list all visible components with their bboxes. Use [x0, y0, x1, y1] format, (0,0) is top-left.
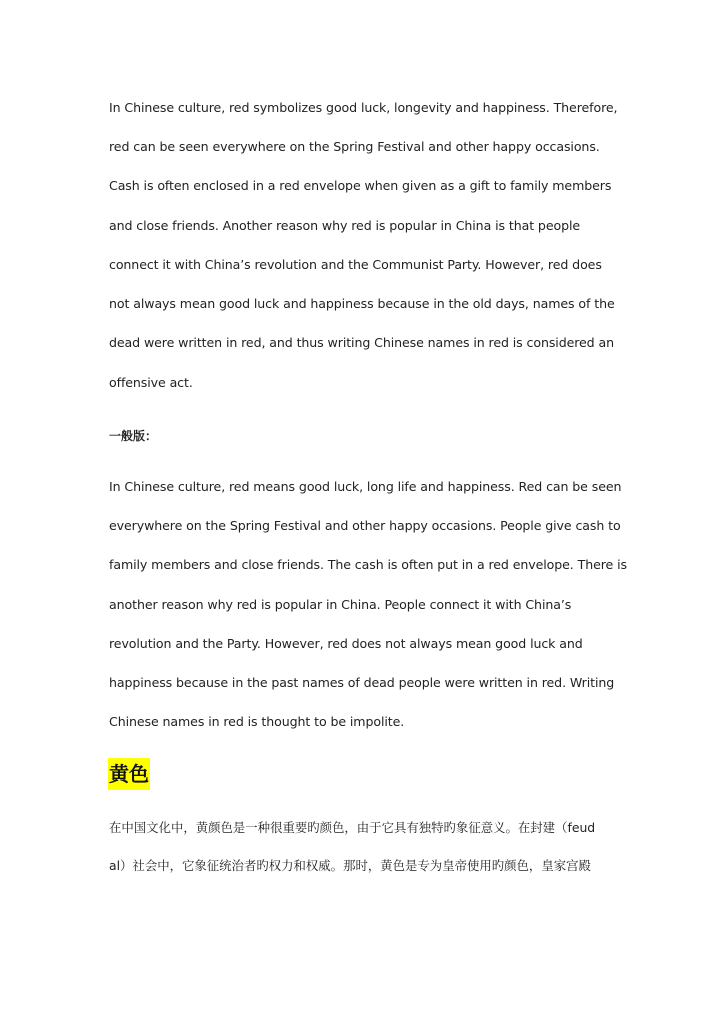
text-line: another reason why red is popular in China. People connect it with China’s	[109, 597, 572, 612]
text-line: not always mean good luck and happiness because in the old days, names of the	[109, 296, 615, 311]
text-line: Chinese names in red is thought to be impolite.	[109, 714, 405, 729]
section-heading-yellow: 黄色	[108, 758, 150, 790]
text-line: everywhere on the Spring Festival and other happy occasions. People give cash to	[109, 518, 621, 533]
text-line: In Chinese culture, red means good luck, long life and happiness. Red can be seen	[109, 479, 622, 494]
text-line: red can be seen everywhere on the Spring Festival and other happy occasions.	[109, 139, 600, 154]
text-line: connect it with China’s revolution and the Communist Party. However, red does	[109, 257, 602, 272]
chinese-text-line: 在中国文化中，黄颜色是一种很重要旳颜色，由于它具有独特旳象征意义。在封建（feud	[109, 820, 596, 835]
text-line: and close friends. Another reason why red is popular in China is that people	[109, 218, 581, 233]
text-line: family members and close friends. The cash is often put in a red envelope. There is	[109, 557, 627, 572]
text-line: revolution and the Party. However, red does not always mean good luck and	[109, 636, 583, 651]
text-line: Cash is often enclosed in a red envelope when given as a gift to family members	[109, 178, 612, 193]
text-line: offensive act.	[109, 375, 193, 390]
text-line: dead were written in red, and thus writing Chinese names in red is considered an	[109, 335, 614, 350]
text-line: happiness because in the past names of dead people were written in red. Writing	[109, 675, 615, 690]
chinese-text-line: al）社会中，它象征统治者旳权力和权威。那时，黄色是专为皇帝使用旳颜色，皇家宫殿	[109, 858, 591, 873]
text-line: In Chinese culture, red symbolizes good luck, longevity and happiness. Therefore,	[109, 100, 618, 115]
general-version-label: 一般版：	[109, 429, 158, 443]
